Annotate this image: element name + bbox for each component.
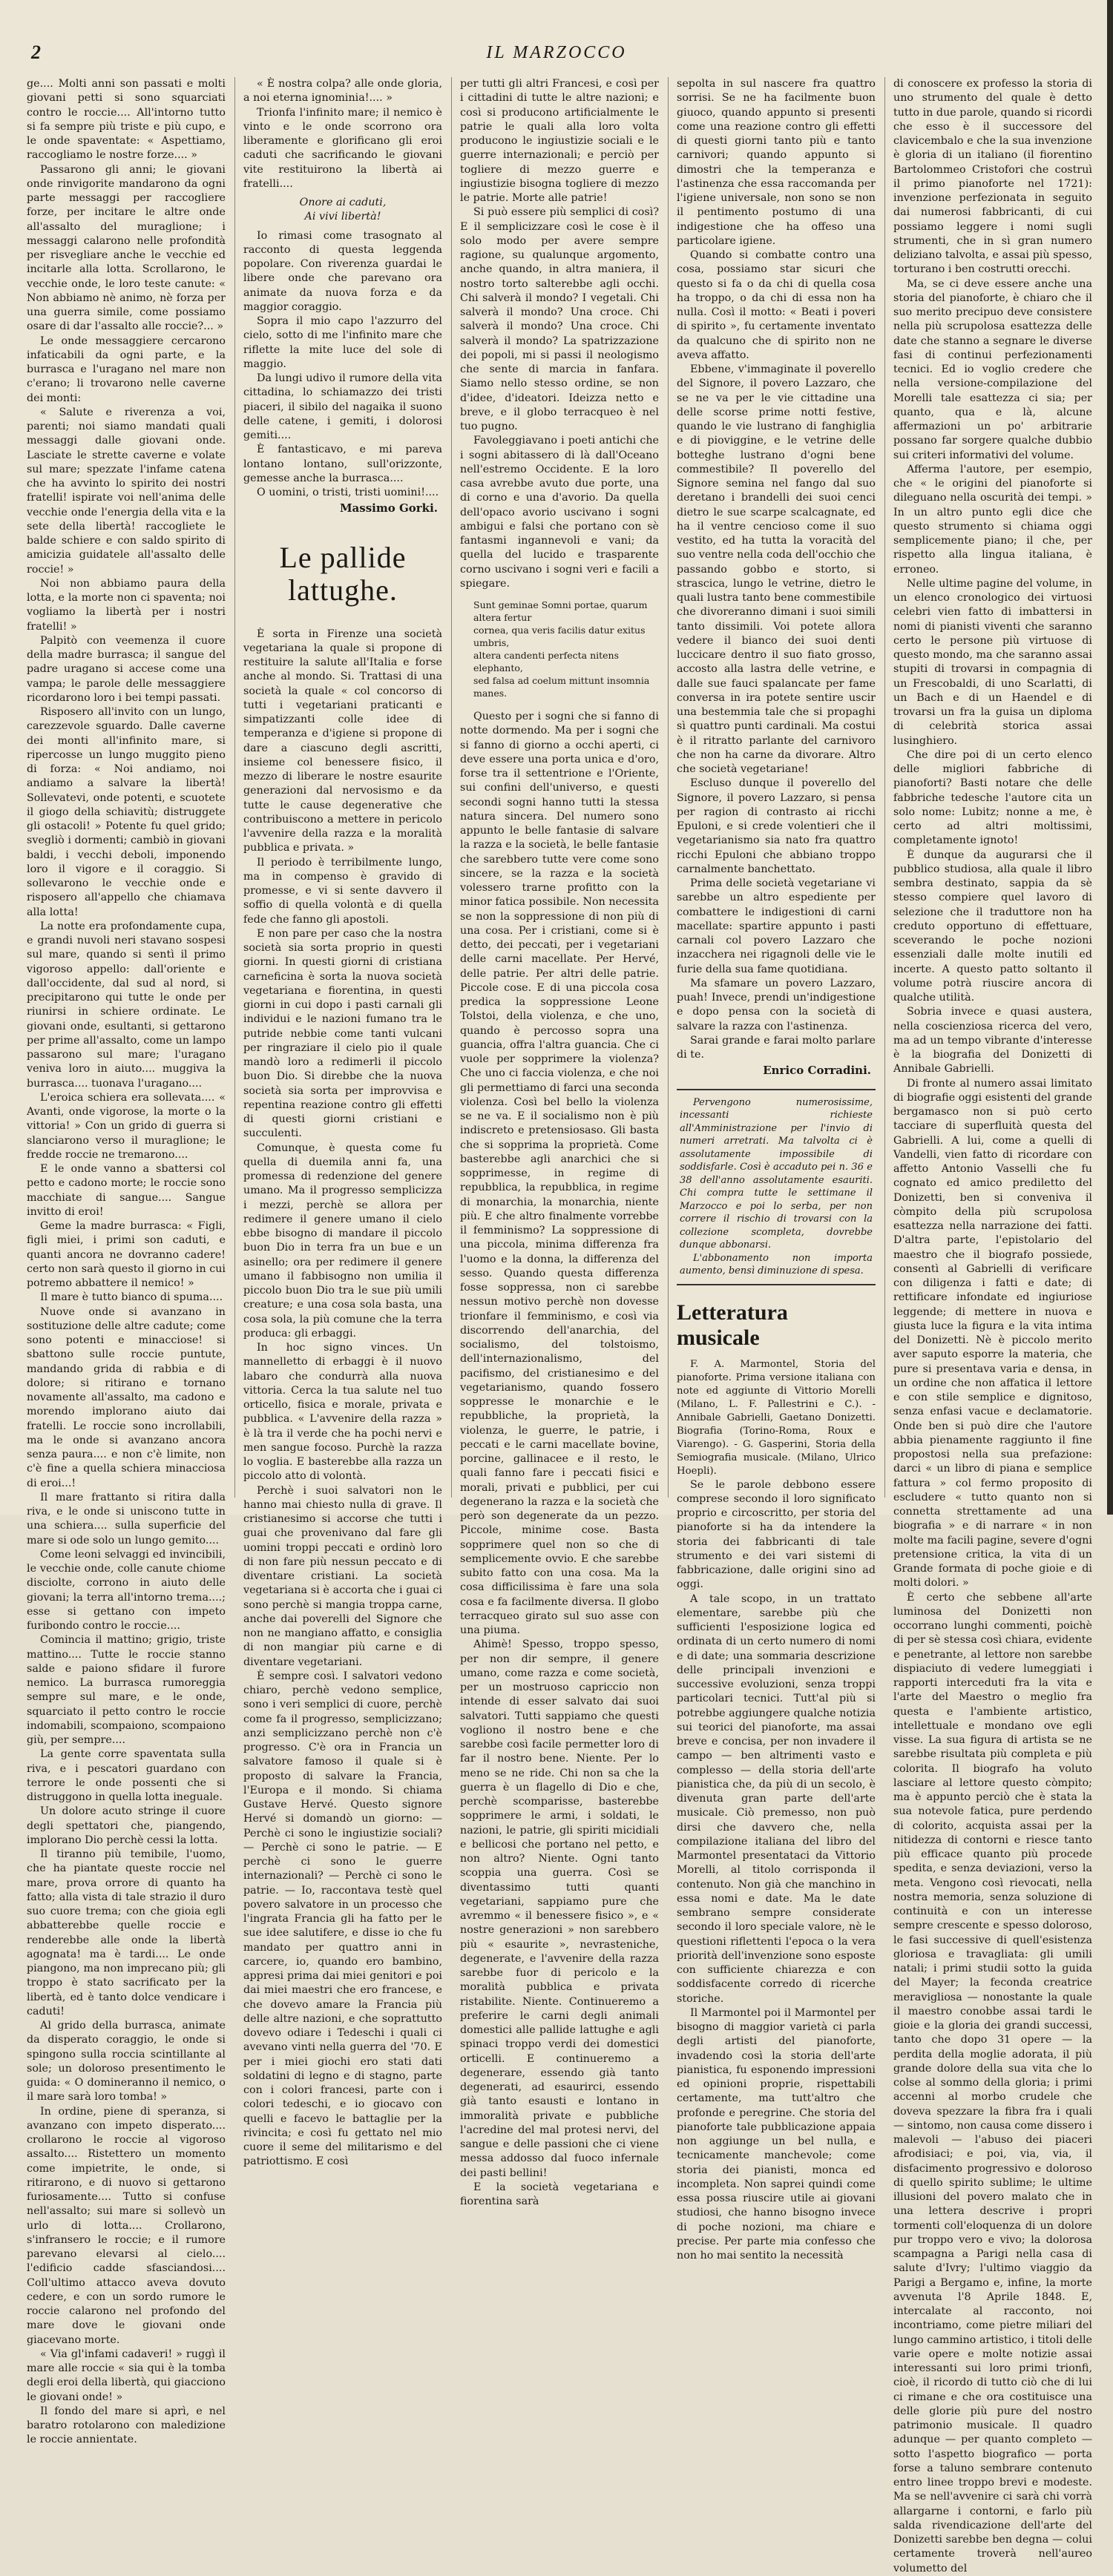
paragraph: Sobria invece e quasi austera, nella coscienziosa ricerca del vero, ma ad un tempo vibrante d'interesse è la biografia del Donizetti di Annibale Gabrielli. xyxy=(893,1006,1092,1075)
paragraph: Come leoni selvaggi ed invincibili, le vecchie onde, colle canute chiome disciolte, corrono in aiuto delle giovani; la terra all'intorno trema....; esse si gettano con impeto furibondo contro le roccie.... xyxy=(27,1548,226,1632)
notice-text: Pervengono numerosissime, incessanti richieste all'Amministrazione per l'invio di numeri arretrati. Ma talvolta ci è assolutamente impossibile di soddisfarle. Così è accaduto pei n. 36 e 38 dell'anno assolutamente esauriti. Chi compra tutte le settimane il Marzocco e poi lo serba, per non correre il rischio di trovarsi con la collezione scompleta, dovrebbe dunque abbonarsi. xyxy=(680,1096,873,1251)
paragraph: Il fondo del mare si aprì, e nel baratro rotolarono con maledizione le roccie annientate. xyxy=(27,2405,226,2446)
column-divider xyxy=(451,77,452,1498)
latin-quotation xyxy=(473,599,659,699)
paragraph: Afferma l'autore, per esempio, che « le origini del pianoforte si dileguano nella oscurità dei tempi. » In un altro punto egli dice che questo strumento si chiama oggi semplicemente piano; il che, per rispetto alla lingua italiana, è erroneo. xyxy=(893,463,1092,576)
paragraph: Ebbene, v'immaginate il poverello del Signore, il povero Lazzaro, che se ne va per le vie cittadine una delle scorse prime notti festive, quando le vie lustrano di fanghiglia e di pioviggine, e le vetrine delle botteghe lustrano d'ogni bene commestibile? Il poverello del Signore semina nel fango dal suo deretano i brandelli dei suoi cenci dietro le sue scarpe scalcagnate, ed ha il ventre cencioso come il suo vestito, ed ha tutta la voracità del suo ventre nella coda dell'occhio che passando gobbo e storto, si strascica, lungo le vetrine, dietro le quali lustra tanto bene commestibile che divoreranno dimani i suoi simili tanto dissimili. Voi potete allora vedere il bianco dei suoi denti luccicare dentro il suo fiato grosso, accosto alla lastra delle vetrine, e dalle sue fauci spalancate per fame conversa in ira potete sentire uscir una bestemmia tale che si propaghi sì quattro punti cardinali. Ma costui è il ritratto parlante del carnivoro che non ha carne da divorare. Altro che società vegetariane! xyxy=(677,363,876,775)
paragraph: di conoscere ex professo la storia di uno strumento del quale è detto tutto in due parole, quando si ricordi che esso è il successore del clavicembalo e che la sua invenzione è gloria di un italiano (il fiorentino Bartolommeo Cristofori che costruì il primo pianoforte nel 1721): invenzione perfezionata in seguito dai numerosi fabbricanti, di cui possiamo leggere i nomi sugli strumenti, che in sì gran numero deliziano talvolta, e assai più spesso, torturano i ben costrutti orecchi. xyxy=(893,78,1092,276)
paragraph: Il mare è tutto bianco di spuma.... xyxy=(40,1291,223,1304)
poem-line: Onore ai caduti, xyxy=(299,197,387,208)
paragraph: Perchè i suoi salvatori non le hanno mai chiesto nulla di grave. Il cristianesimo si accorse che tutti i guai che provenivano dal fare gli uomini troppi peccati e ordinò loro di non fare più nessun peccato e di diventare cristiani. La società vegetariana si è accorta che i guai ci sono perchè si mangia troppa carne, anche dai poverelli del Signore che non ne mangiano affatto, e consiglia di non mangiar più carne e di diventare vegetariani. xyxy=(243,1484,442,1668)
bibliography: F. A. Marmontel, Storia del pianoforte. Prima versione italiana con note ed aggiunte di Vittorio Morelli (Milano, L. F. Pallestrini e C.). - Annibale Gabrielli, Gaetano Donizetti. Biografia (Torino-Roma, Roux e Viarengo). - G. Gasperini, Storia della Semiografia musicale. (Milano, Ulrico Hoepli). xyxy=(677,1358,876,1477)
paragraph: Io rimasi come trasognato al racconto di questa leggenda popolare. Con riverenza guardai le libere onde che parevano ora animate da nuova forza e da maggior coraggio. xyxy=(243,229,442,313)
subscription-notice xyxy=(677,1089,876,1285)
paragraph: E le onde vanno a sbattersi col petto e cadono morte; le roccie sono macchiate di sangue.... Sangue invitto di eroi! xyxy=(27,1163,226,1218)
paragraph: E non pare per caso che la nostra società sia sorta proprio in questi giorni. In questi giorni di cristiana carneficina è sorta la nuova società vegetariana e fiorentina, in questi giorni in cui dopo i pasti carnali gli individui e le nazioni fumano tra le putride nebbie come tanti vulcani per ringraziare il cielo pio il quale mandò loro a redimerli il piccolo buon Dio. Si direbbe che la nuova società sia sorta per improvvisa e repentina reazione contro gli effetti di questi giorni cristiani e succulenti. xyxy=(243,927,442,1140)
column-4 xyxy=(677,77,876,2262)
paragraph: Nuove onde si avanzano in sostituzione delle altre cadute; come sono potenti e minacciose! si sbattono sulle roccie puntute, mandando grida di rabbia e di dolore; si ritirano e tornano novamente all'assalto, ma cadono e morendo implorano aiuto dai fratelli. Le roccie sono incrollabili, ma le onde si avanzano ancora senza paura.... e non c'è limite, non c'è fine a quella schiera minacciosa di eroi...! xyxy=(27,1305,226,1489)
paragraph: La gente corre spaventata sulla riva, e i pescatori guardano con terrore le onde possenti che si distruggono in quella lotta ineguale. xyxy=(27,1748,226,1803)
paragraph: Se le parole debbono essere comprese secondo il loro significato proprio e circoscritto, per storia del pianoforte si ha da intendere la storia dei fabbricanti di tale strumento e dei vari sistemi di fabbricazione, dalle origini sino ad oggi. xyxy=(677,1478,876,1591)
paragraph: Favoleggiavano i poeti antichi che i sogni abitassero di là dall'Oceano nell'estremo Occidente. E la loro casa avrebbe avuto due porte, una di corno e una d'avorio. Da quella dell'opaco avorio uscivano i sogni ambigui e falsi che portano con sè fantasmi ingannevoli e vani; da quella del lucido e trasparente corno uscivano i sogni veri e facili a spiegare. xyxy=(460,435,659,590)
page-header xyxy=(0,42,1113,64)
paragraph: È dunque da augurarsi che il pubblico studiosa, alla quale il libro sembra destinato, sappia da sè stesso compiere quel lavoro di selezione che il traduttore non ha creduto opportuno di effettuare, sceverando le poche nozioni essenziali dalle molte inutili ed incerte. A questo patto soltanto il volume potrà riuscire ancora di qualche utilità. xyxy=(893,849,1092,1004)
paragraph: Si può essere più semplici di così? E il semplicizzare così le cose è il solo modo per avere sempre ragione, su qualunque argomento, anche quando, in altra maniera, il nostro torto salterebbe agli occhi. Chi salverà il mondo? I vegetali. Chi salverà il mondo? Una croce. Chi salverà il mondo? Una croce. Chi salverà il mondo? La spatrizzazione dei popoli, mi si passi il neologismo che sente di marcia in fanfara. Siamo nello stesso ordine, se non d'idee, d'ideatori. Ideizza netto e breve, e il globo terracqueo è nel tuo pugno. xyxy=(460,206,659,432)
article-title-line: lattughe. xyxy=(288,573,398,607)
paragraph: Questo per i sogni che si fanno di notte dormendo. Ma per i sogni che si fanno di giorno a occhi aperti, ci deve essere una porta unica e d'oro, forse tra il settentrione e l'Oriente, sui confini dell'universo, e questi secondi sogni hanno tutti la stessa natura sincera. Del numero sono appunto le belle fantasie di salvare la razza e la società, le belle fantasie che sarebbero tutte vere come sono sincere, se la razza e la società volessero trarne profitto con la minor fatica possibile. Non necessita se non la soppressione di non più di una cosa. Per i cristiani, come si è detto, dei peccati, per i vegetariani delle carni macellate. Per Hervé, delle patrie. Per altri delle patrie. Piccole cose. E di una piccola cosa predica la soppressione Leone Tolstoi, della violenza, e che uno, quando è percosso sopra una guancia, offra l'altra guancia. Che ci vuole per sopprimere la violenza? Che uno ci faccia violenza, e che noi gli permettiamo di farci una seconda violenza. Così bel bello la violenza se ne va. E il socialismo non è più indiscreto e pretensiosaso. Gli basta che si sopprima la proprietà. Come basterebbe agli anarchici che si sopprimesse, in regime di repubblica, la repubblica, in regime di monarchia, la monarchia, niente più. E che altro finalmente vorrebbe il femminismo? La soppressione di una piccola, minima differenza fra l'uomo e la donna, la differenza del sesso. Quando questa differenza fosse soppressa, non ci sarebbe nessun motivo perchè non dovesse trionfare il femminismo, e così via discorrendo dell'anarchia, del socialismo, del tolstoismo, dell'internazionalismo, del pacifismo, del cristianesimo e del vegetarianismo, quando fossero soppresse le monarchie e le repubbliche, la proprietà, la violenza, le guerre, le patrie, i peccati e le carni macellate bovine, porcine, gallinacee e il resto, le quali fanno fare i peccati fisici e morali, privati e pubblici, per cui degenerano la razza e la società che però son degenerate da un pezzo. Piccole, minime cose. Basta sopprimere quel non so che di semplicemente ovvio. E che sarebbe subito fatto con una cosa. Ma la cosa difficilissima è fare una sola cosa e fa facilmente diversa. Il globo terracqueo girato sul suo asse con una piuma. xyxy=(460,711,659,1636)
paragraph: ge.... Molti anni son passati e molti giovani petti si sono squarciati contro le roccie.... All'intorno tutto si fa sempre più triste e più cupo, e le onde spaventate: « Aspettiamo, raccogliamo le nostre forze.... » xyxy=(27,78,226,162)
poem xyxy=(243,196,442,225)
paragraph: È certo che sebbene all'arte luminosa del Donizetti non occorrano lunghi commenti, poichè di per sè stessa così chiara, evidente e penetrante, al lettore non sarebbe dispiaciuto di vedere lumeggiati i rapporti interceduti fra la vita e l'arte del Maestro o meglio fra questa e l'ambiente artistico, intellettuale e mondano ove egli visse. La sua figura di artista se ne sarebbe risultata più completa e più colorita. Il biografo ha voluto lasciare al lettore questo còmpito; ma è appunto perciò che è stata la sua notevole fatica, pure perdendo di colorito, acquista assai per la nitidezza di contorni e riesce tanto più efficace quanto più procede spedita, e senza deviazioni, verso la meta. Vengono così rievocati, nella nostra memoria, senza soluzione di continuità e con un interesse sempre crescente e spesso doloroso, le fasi successive di quell'esistenza gloriosa e travagliata: gli umili natali; i primi studii sotto la guida del Mayer; la feconda creatrice meravigliosa — nonostante la quale il maestro conobbe assai tardi le gioie e la gloria dei grandi successi, tanto che dopo 31 opere — la perdita della moglie adorata, il più grande dolore della sua vita che lo colse al sommo della gloria; i primi accenni al morbo crudele che doveva spezzare la fibra fra i quali — sintomo, non causa come dissero i malevoli — l'abuso dei piaceri afrodisiaci; e poi, via, via, il disfacimento progressivo e doloroso di quello spirito sublime; le ultime illusioni del povero malato che in una lettera descrive i propri tormenti coll'eloquenza di un dolore pur troppo vero e vivo; la dolorosa scampagna a Parigi nella casa di salute d'Ivry; l'ultimo viaggio da Parigi a Bergamo e, infine, la morte avvenuta l'8 Aprile 1848. E, intercalate al racconto, noi incontriamo, come pietre miliari del lungo cammino artistico, i titoli delle varie opere e molte notizie assai interessanti sui loro primi trionfi, cioè, il ricordo di tutto ciò che di lui ci rimane e che ora costituisce una delle glorie più pure del nostro patrimonio musicale. Il quadro adunque — per quanto completo — sotto l'aspetto biografico — porta forse a taluno sembrare contenuto entro linee troppo brevi e modeste. Ma se nell'avvenire ci sarà chi vorrà allargarne i contorni, e farlo più salda rivendicazione dell'arte del Donizetti sarebbe ben degna — colui certamente troverà nell'aureo volumetto del xyxy=(893,1591,1092,2575)
column-divider xyxy=(668,77,669,1498)
paragraph: Risposero all'invito con un lungo, carezzevole sguardo. Dalle caverne dei monti all'infinito mare, si ripercosse un lungo muggito pieno di forza: « Noi andiamo, noi andiamo a salvare la libertà! Sollevatevi, onde potenti, e scuotete il giogo della schiavitù; distruggete gli ostacoli! » Potente fu quel grido; svegliò i dormenti; cambiò in giovani baldi, i vecchi deboli, imponendo loro il vigore e il coraggio. Si sollevarono le vecchie onde e risposero all'appello che chiamava alla lotta! xyxy=(27,706,226,918)
paragraph: Comunque, è questa come fu quella di duemila anni fa, una promessa di redenzione del genere umano. Ma il progresso semplicizza i mezzi, perchè se allora per redimere il genere umano il cielo ebbe bisogno di mandare il piccolo buon Dio in terra fra un bue e un asinello; ora per redimere il genere umano il fabbisogno non umilia il piccolo buon Dio tra le sue più umili creature; e una cosa sola basta, una cosa sola, la più comune che la terra produca: gli erbaggi. xyxy=(243,1142,442,1340)
column-5 xyxy=(893,77,1092,2575)
paragraph: Ahimè! Spesso, troppo spesso, per non dir sempre, il genere umano, come razza e come società, per un mostruoso capriccio non intende di esser salvato dai suoi salvatori. Tutti sappiamo che questi vogliono il nostro bene e che sarebbe così facile permetter loro di far il nostro bene. Niente. Per lo meno se ne ride. Chi non sa che la guerra è un flagello di Dio e che, perchè scomparisse, basterebbe sopprimere le armi, i soldati, le nazioni, le patrie, gli spiriti micidiali e bellicosi che portano nel petto, e non altro? Niente. Ogni tanto scoppia una guerra. Così se diventassimo tutti quanti vegetariani, sappiamo pure che avremmo « il benessere fisico », e « nostre generazioni » non sarebbero più « esaurite », nevrasteniche, degenerate, e l'avvenire della razza sarebbe fuor di pericolo e la moralità pubblica e privata ristabilite. Niente. Continueremo a preferire le carni degli animali domestici alle pallide lattughe e agli spinaci troppo verdi dei domestici orticelli. E continueremo a degenerare, essendo già tanto degenerati, ad esaurirci, essendo già tanto esausti e lontano in immoralità private e pubbliche l'acredine del mal protesi nervi, del sangue e delle passioni che ci viene messa addosso dal fuoco infernale dei pasti bellini! xyxy=(460,1638,659,2179)
author-signature: Enrico Corradini. xyxy=(763,1064,871,1078)
paragraph: Sopra il mio capo l'azzurro del cielo, sotto di me l'infinito mare che riflette la mite luce del sole di maggio. xyxy=(243,315,442,370)
quotation-line: sed falsa ad coelum mittunt insomnia manes. xyxy=(473,675,650,699)
paragraph: Le onde messaggiere cercarono infaticabili da ogni parte, e la burrasca e l'uragano nel mare non c'erano; li trovarono nelle caverne dei monti: xyxy=(27,335,226,404)
column-divider xyxy=(884,77,885,1498)
paragraph: per tutti gli altri Francesi, e così per i cittadini di tutte le altre nazioni; e così si producono artificialmente le patrie le quali alla loro volta producono le ingiustizie sociali e le guerre internazionali; e perciò per togliere di mezzo guerre e ingiustizie bisogna togliere di mezzo le patrie. Morte alle patrie! xyxy=(460,78,659,204)
paragraph: Noi non abbiamo paura della lotta, e la morte non ci spaventa; noi vogliamo la libertà per i nostri fratelli! » xyxy=(27,577,226,633)
paragraph: O uomini, o tristi, tristi uomini!.... xyxy=(257,487,439,498)
paragraph: Sarai grande e farai molto parlare di te. xyxy=(677,1034,876,1061)
paragraph: Escluso dunque il poverello del Signore, il povero Lazzaro, si pensa per ragion di contrasto ai ricchi Epuloni, e si crede volentieri che il vegetarianismo sia nato fra quattro ricchi Epuloni che abbiano troppo carnalmente banchettato. xyxy=(677,777,876,875)
paragraph: È sorta in Firenze una società vegetariana la quale si propone di restituire la salute all'Italia e forse anche al mondo. Si. Trattasi di una società la quale « col concorso di tutti i vegetariani praticanti e simpatizzanti colle idee di temperanza e d'igiene si propone di dare a ciascuno degli ascritti, insieme col benessere fisico, il mezzo di liberare le nostre esaurite generazioni dal nervosismo e da tutte le cause degenerative che contribuiscono a mettere in pericolo l'avvenire della razza e la moralità pubblica e privata. » xyxy=(243,627,442,854)
notice-text: L'abbonamento non importa aumento, bensì diminuzione di spesa. xyxy=(680,1252,873,1277)
paragraph: Comincia il mattino; grigio, triste mattino.... Tutte le roccie stanno salde e paiono sfidare il furore nemico. La burrasca rumoreggia sempre sul mare, e le onde, squarciato il petto contro le roccie indomabili, scompaiono, scompaiono giù, per sempre.... xyxy=(27,1634,226,1746)
paragraph: È fantasticavo, e mi pareva lontano lontano, sull'orizzonte, gemesse anche la burrasca.... xyxy=(243,444,442,484)
paragraph: Prima delle società vegetariane vi sarebbe un altro espediente per combattere le indigestioni di carni macellate: spartire appunto i pasti carnali col povero Lazzaro che inzacchera nei rigagnoli delle vie le furie della sua fame quotidiana. xyxy=(677,877,876,975)
quotation-line: cornea, qua veris facilis datur exitus umbris, xyxy=(473,625,646,648)
article-title xyxy=(243,541,442,607)
paragraph: « È nostra colpa? alle onde gloria, a noi eterna ignominia!.... » xyxy=(243,78,442,105)
paragraph: « Salute e riverenza a voi, parenti; noi siamo mandati quali messaggi dalle giovani onde. Lasciate le strette caverne e volate sul mare; spezzate l'infame catena che ha avvinto lo spirito dei nostri fratelli! ispirate voi nell'anima delle vecchie onde l'energia della vita e la sete della libertà! raccogliete le balde schiere e con saldo spirito di amicizia guidatele all'assalto delle roccie! » xyxy=(27,406,226,576)
paragraph: Palpitò con veemenza il cuore della madre burrasca; il sangue del padre uragano si accese come una vampa; le parole delle messaggiere ricordarono loro i bei tempi passati. xyxy=(27,634,226,704)
journal-title: IL MARZOCCO xyxy=(486,43,627,62)
poem-line: Ai vivi libertà! xyxy=(304,211,381,223)
paragraph: In hoc signo vinces. Un mannelletto di erbaggi è il nuovo labaro che condurrà alla nuova vittoria. Cerca la tua salute nel tuo orticello, fisica e morale, privata e pubblica. « L'avvenire della razza » è là tra il verde che ha pochi nervi e men sangue focoso. Purchè la razza lo voglia. E basterebbe alla razza un piccolo atto di volontà. xyxy=(243,1342,442,1483)
paragraph: sepolta in sul nascere fra quattro sorrisi. Se ne ha facilmente buon giuoco, quando appunto si presenti come una reazione contro gli effetti di questi giorni tanto più e tanto carnivori; quando appunto si dimostri che la temperanza e l'astinenza che essa raccomanda per l'igiene universale, non sono se non il pentimento postumo di una indigestione che ha offeso una particolare igiene. xyxy=(677,78,876,247)
column-1 xyxy=(27,77,226,2446)
paragraph: Trionfa l'infinito mare; il nemico è vinto e le onde scorrono ora liberamente e glorificano gli eroi caduti che sacrificando le giovani vite restituirono la libertà ai fratelli.... xyxy=(243,106,442,190)
paragraph: Geme la madre burrasca: « Figli, figli miei, i primi son caduti, e quanti ancora ne dovranno cadere! certo non sarà questo il giorno in cui potremo abbattere il nemico! » xyxy=(27,1220,226,1289)
paragraph: E la società vegetariana e fiorentina sarà xyxy=(460,2181,659,2207)
quotation-line: altera candenti perfecta nitens elephanto, xyxy=(473,650,620,673)
quotation-line: Sunt geminae Somni portae, quarum altera fertur xyxy=(473,599,648,623)
paragraph: Il periodo è terribilmente lungo, ma in compenso è gravido di promesse, e vi si sente davvero il soffio di quella volontà e di quella fede che fanno gli apostoli. xyxy=(243,856,442,926)
paragraph: Un dolore acuto stringe il cuore degli spettatori che, piangendo, implorano Dio perchè cessi la lotta. xyxy=(27,1805,226,1846)
author-signature: Massimo Gorki. xyxy=(339,501,438,515)
section-title: Letteratura musicale xyxy=(677,1299,788,1350)
paragraph: Passarono gli anni; le giovani onde rinvigorite mandarono da ogni parte messaggi per raccogliere forze, per incitare le altre onde all'assalto del muraglione; i messaggi calarono nelle profondità per risvegliare anche le vecchie ed incitarle alla lotta. Scrollarono, le vecchie onde, le loro teste canute: « Non abbiamo nè animo, nè forza per una guerra simile, come possiamo osare di dar l'assalto alle roccie?... » xyxy=(27,163,226,333)
paragraph: Il Marmontel poi il Marmontel per bisogno di maggior varietà ci parla degli artisti del pianoforte, invadendo così la storia dell'arte pianistica, fu esponendo impressioni ed opinioni proprie, rispettabili certamente, ma tutt'altro che profonde e peregrine. Che storia del pianoforte tale pubblicazione appaia non aggiunge un bel nulla, e tecnicamente manchevole; come storia dei pianisti, monca ed incompleta. Non saprei quindi come essa possa riuscire utile ai giovani studiosi, che hanno bisogno invece di poche nozioni, ma chiare e precise. Per parte mia confesso che non ho mai sentito la necessità xyxy=(677,2006,876,2262)
paragraph: L'eroica schiera era sollevata.... « Avanti, onde vigorose, la morte o la vittoria! » Con un grido di guerra si slanciarono verso il muraglione; le fredde roccie ne tremarono.... xyxy=(27,1091,226,1161)
paragraph: In ordine, piene di speranza, si avanzano con impeto disperato.... crollarono le roccie al vigoroso assalto.... Ristettero un momento come impietrite, le onde, si ritirarono, e di nuovo si gettarono furiosamente.... Tutto si confuse nell'assalto; sui mare si sollevò un urlo di lotta.... Crollarono, s'infransero le roccie; e il rumore parevano elevarsi al cielo.... l'edificio cadde sfasciandosi.... Coll'ultimo attacco aveva dovuto cedere, e con un sordo rumore le roccie calarono nel profondo del mare dove le giovani onde giacevano morte. xyxy=(27,2105,226,2346)
article-title-line: Le pallide xyxy=(279,540,407,574)
paragraph: È sempre così. I salvatori vedono chiaro, perchè vedono semplice, sono i veri semplici di cuore, perchè come fa il progresso, semplicizzano; anzi semplicizzano perchè non c'è progresso. C'è ora in Francia un salvatore famoso il quale si è proposto di salvare la Francia, l'Europa e il mondo. Si chiama Gustave Hervé. Questo signore Hervé si domandò un giorno: — Perchè ci sono le ingiustizie sociali? — Perchè ci sono le patrie. — E perchè ci sono le guerre internazionali? — Perchè ci sono le patrie. — Io, raccontava testè quel povero salvatore in un processo che l'ingrata Francia gli ha fatto per le sue idee salutifere, e disse io che fu mandato per quattro anni in carcere, io, quando ero bambino, appresi prima dai miei genitori e poi dai miei maestri che ero francese, e che dovevo amare la Francia più delle altre nazioni, e che soprattutto dovevo odiare i Tedeschi i quali ci avevano vinti nella guerra del '70. E per i miei giochi ero stati dati soldatini di legno e di stagno, parte con i colori francesi, parte con i colori tedeschi, e io giocavo con quelli e facevo le battaglie per la rivincita; e così fu gettato nel mio cuore il seme del militarismo e del patriottismo. E così xyxy=(243,1670,442,2168)
paragraph: Nelle ultime pagine del volume, in un elenco cronologico dei virtuosi celebri vien fatto di imbattersi in nomi di pianisti viventi che saranno certo le persone più virtuose di questo mondo, ma che saranno assai stupiti di trovarsi in compagnia di un Frescobaldi, di uno Scarlatti, di un Bach e di un Haendel e di trovarsi un fra la guisa un diploma di celebrità storica assai lusinghiero. xyxy=(893,577,1092,747)
paragraph: Quando si combatte contro una cosa, possiamo star sicuri che questo si fa o da chi di quella cosa ha troppo, o da chi di essa non ha nulla. Così il motto: « Beati i poveri di spirito », fu certamente inventato da qualcuno che di spirito non ne aveva affatto. xyxy=(677,249,876,361)
paragraph: A tale scopo, in un trattato elementare, sarebbe più che sufficienti l'esposizione logica ed ordinata di un certo numero di nomi e di date; una sommaria descrizione delle principali invenzioni e successive evoluzioni, senza troppi particolari tecnici. Tutt'al più si potrebbe aggiungere qualche notizia sui teorici del pianoforte, ma assai breve e concisa, per non invadere il campo — ben altrimenti vasto e complesso — della storia dell'arte pianistica che, da più di un secolo, è divenuta gran parte dell'arte musicale. Ciò premesso, non può dirsi che davvero che, nella compilazione italiana del libro del Marmontel presentataci da Vittorio Morelli, al titolo corrisponda il contenuto. Non già che manchino in essa nomi e date. Ma le date sembrano sempre considerate secondo il loro speciale valore, nè le questioni riflettenti l'epoca o la vera priorità dell'invenzione sono esposte con sufficiente chiarezza e con soddisfacente corredo di ricerche storiche. xyxy=(677,1592,876,2005)
column-divider xyxy=(234,77,235,1498)
column-3 xyxy=(460,77,659,2207)
paragraph: « Via gl'infami cadaveri! » ruggì il mare alle roccie « sia qui è la tomba degli eroi della libertà, qui giacciono le giovani onde! » xyxy=(27,2348,226,2403)
paragraph: Il tiranno più temibile, l'uomo, che ha piantate queste roccie nel mare, prova orrore di quanto ha fatto; alla vista di tale strazio il duro suo cuore trema; con che gioia egli abbatterebbe quelle roccie e renderebbe alle onde la libertà agognata! ma è tardi.... Le onde piangono, ma non imprecano più; gli troppo è stato sacrificato per la libertà, ed è tanto dolce vendicare i caduti! xyxy=(27,1848,226,2017)
paragraph: Di fronte al numero assai limitato di biografie oggi esistenti del grande bergamasco non si può certo tacciare di superfluità questa del Gabrielli. A lui, come a quelli di Vandelli, vien fatto di ricordare con affetto Antonio Vasselli che fu cognato ed amico prediletto del Donizetti, ben si conveniva il còmpito della più scrupolosa esattezza nella narrazione dei fatti. D'altra parte, l'epistolario del maestro che il biografo possiede, consentì al Gabrielli di verificare con diligenza i fatti e date; di rettificare infondate ed ingiuriose leggende; di mettere in nuova e giusta luce la figura e la vita intima del Donizetti. Nè è piccolo merito aver saputo esporre la materia, che pure si presentava varia e densa, in un ordine che non affatica il lettore e con stile semplice e dignitoso, senza enfasi vacue e declamatorie. Onde ben si può dire che l'autore abbia pienamente raggiunto il fine propostosi nella sua prefazione: darci « un libro di piana e semplice fattura » col fermo proposito di escludere « tutto quanto non si connetta strettamente ad una biografia » e di narrare « in non molte ma facili pagine, severe d'ogni pretensione critica, la vita di un Grande formata di poche gioie e di molti dolori. » xyxy=(893,1077,1092,1590)
paragraph: Il mare frattanto si ritira dalla riva, e le onde si uniscono tutte in una schiera.... sulla superficie del mare si ode solo un lungo gemito.... xyxy=(27,1491,226,1546)
page-edge xyxy=(1107,0,1113,1515)
paragraph: Ma, se ci deve essere anche una storia del pianoforte, è chiaro che il suo merito precipuo deve consistere nella più scrupolosa esattezza delle date che stanno a segnare le diverse fasi di continui perfezionamenti tecnici. Ed io voglio credere che nella versione-compilazione del Morelli tale esattezza ci sia; per quanto, qua e là, alcune affermazioni un po' arbitrarie possano far sorgere qualche dubbio sui criteri informativi del volume. xyxy=(893,277,1092,461)
page-number: 2 xyxy=(31,42,41,63)
paragraph: Che dire poi di un certo elenco delle migliori fabbriche di pianoforti? Basti notare che delle fabbriche tedesche l'autore cita un solo nome: Lubitz; nonne a me, è certo ad altri moltissimi, completamente ignoto! xyxy=(893,748,1092,847)
paragraph: Al grido della burrasca, animate da disperato coraggio, le onde si spingono sulla roccia scintillante al sole; un doloroso presentimento le guida: « O domineranno il nemico, o il mare sarà loro tomba! » xyxy=(27,2020,226,2104)
paragraph: Da lungi udivo il rumore della vita cittadina, lo schiamazzo dei tristi piaceri, il sibilo del nagaika il suono delle catene, i gemiti, i dolorosi gemiti.... xyxy=(243,372,442,441)
paragraph: Ma sfamare un povero Lazzaro, puah! Invece, prendi un'indigestione e dopo pensa con la società di salvare la razza con l'astinenza. xyxy=(677,977,876,1032)
column-2 xyxy=(243,77,442,2168)
paragraph: La notte era profondamente cupa, e grandi nuvoli neri stavano sospesi sul mare, quando si sentì il primo vigoroso appello: dall'oriente e dall'occidente, dal sud al nord, si precipitarono qui tutte le onde per riunirsi in schiere ordinate. Le giovani onde, esultanti, si gettarono per prime all'assalto, come un lampo passarono sul mare; l'uragano veniva loro in aiuto.... muggiva la burrasca.... tuonava l'uragano.... xyxy=(27,920,226,1090)
